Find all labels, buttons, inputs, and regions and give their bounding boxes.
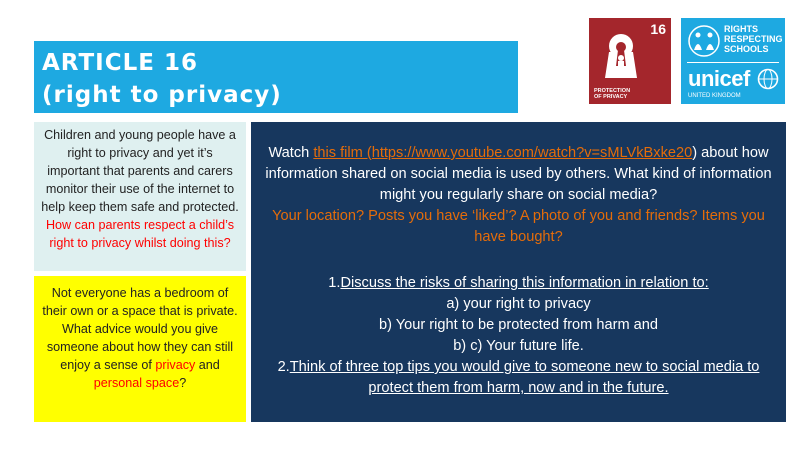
- film-link[interactable]: this film (https://www.youtube.com/watch?v=sMLVkBxke20: [313, 145, 693, 161]
- title-banner: [34, 41, 518, 113]
- logo-divider: [687, 62, 779, 63]
- privacy-question: How can parents respect a child’s right to privacy whilst doing this?: [45, 218, 235, 250]
- unicef-emblem-icon: [757, 68, 779, 90]
- page-title: ARTICLE 16: [42, 50, 198, 76]
- rrs-text: RIGHTS RESPECTING SCHOOLS: [724, 24, 783, 54]
- page-subtitle: (right to privacy): [42, 82, 282, 108]
- personal-space-keyword: personal space: [93, 376, 180, 390]
- task-1-a: a) your right to privacy: [446, 296, 591, 312]
- personal-space-box: [34, 276, 246, 422]
- task-1: 1.Discuss the risks of sharing this information in relation to:: [328, 275, 709, 291]
- unicef-uk-label: UNITED KINGDOM: [688, 93, 741, 99]
- article-logo-caption: PROTECTION OF PRIVACY: [594, 88, 631, 100]
- privacy-keyword: privacy: [155, 358, 196, 372]
- task-list: [255, 273, 782, 399]
- children-globe-icon: [687, 24, 721, 58]
- task-1-b: b) Your right to be protected from harm and: [378, 317, 659, 333]
- task-1-c: b) c) Your future life.: [453, 338, 584, 354]
- unicef-rrs-logo: [681, 18, 785, 104]
- article-number: 16: [650, 21, 666, 37]
- article-16-logo: [589, 18, 671, 104]
- personal-space-text: Not everyone has a bedroom of their own or a space that is private.: [42, 286, 238, 318]
- task-2: 2.Think of three top tips you would give to someone new to social media to protect them from harm, now and in the future.: [277, 359, 760, 396]
- privacy-info-box: [34, 122, 246, 271]
- intro-paragraph: Watch this film (https://www.youtube.com/watch?v=sMLVkBxke20) about how information shared on social media is used by others. What kind of information might you regularly share on social media? Your location? Posts you have ‘liked’? A photo of you and friends? Items you have bought?: [265, 145, 772, 245]
- example-questions: Your location? Posts you have ‘liked’? A photo of you and friends? Items you have bought?: [272, 208, 765, 245]
- keyhole-figure-icon: [601, 32, 647, 84]
- activity-panel: [251, 122, 786, 422]
- unicef-wordmark: unicef: [688, 66, 750, 91]
- privacy-info-text: Children and young people have a right to privacy and yet it’s important that parents and carers monitor their use of the internet to help keep them safe and protected.: [41, 128, 239, 214]
- advice-question: What advice would you give someone about how they can still enjoy a sense of privacy and personal space?: [46, 322, 234, 390]
